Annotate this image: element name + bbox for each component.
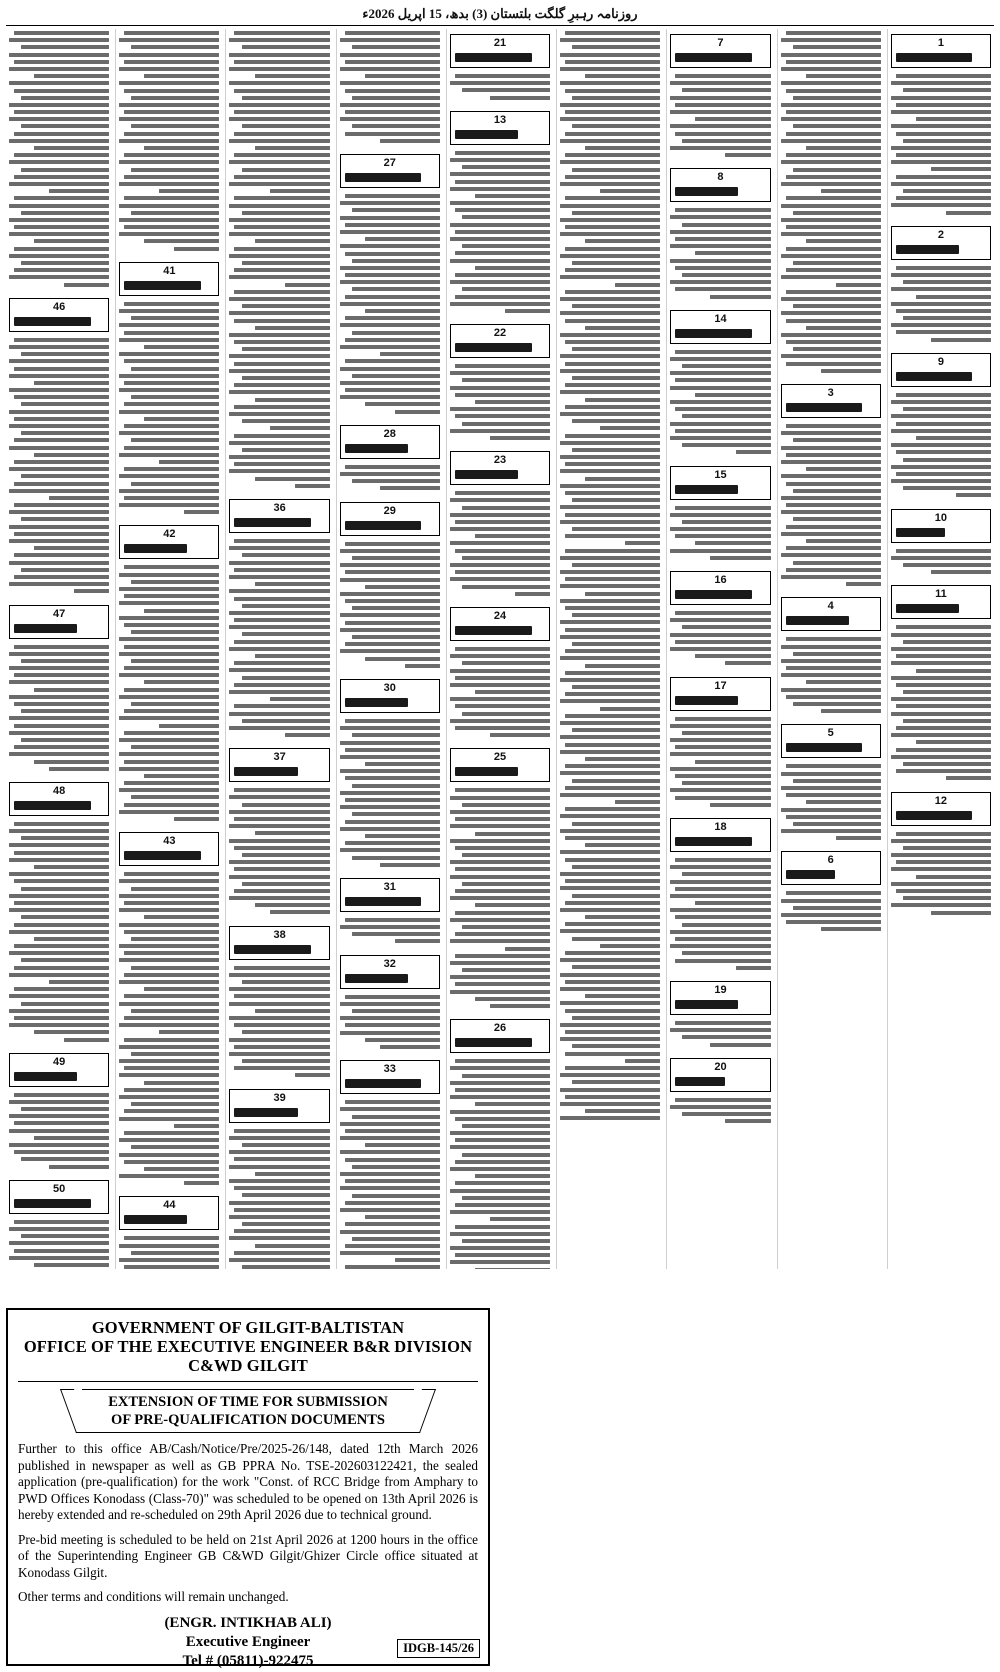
article-body	[119, 563, 219, 827]
article-body	[891, 623, 991, 786]
article-headline	[786, 616, 849, 625]
article-body	[891, 547, 991, 581]
article-headline	[345, 444, 408, 453]
article-headline	[455, 470, 518, 479]
article-headline	[675, 1000, 738, 1009]
article-headline	[124, 544, 187, 553]
advert-paragraph-3: Other terms and conditions will remain unchanged.	[18, 1589, 289, 1604]
advert-banner	[82, 1389, 414, 1433]
article-number: 50	[53, 1182, 66, 1195]
article-head-32[interactable]	[340, 955, 440, 989]
article-number: 30	[383, 681, 396, 694]
article-head-28[interactable]	[340, 425, 440, 459]
column-3	[666, 29, 773, 1269]
article-head-9[interactable]	[891, 353, 991, 387]
column-5	[446, 29, 553, 1269]
article-body	[891, 264, 991, 348]
article-number: 10	[934, 511, 948, 524]
article-body	[119, 29, 219, 257]
article-number: 23	[493, 454, 507, 467]
article-head-25[interactable]	[450, 748, 550, 782]
article-head-47[interactable]	[9, 605, 109, 639]
article-head-41[interactable]	[119, 262, 219, 296]
article-number: 41	[163, 264, 176, 277]
article-body	[340, 1098, 440, 1269]
article-headline	[675, 187, 738, 196]
article-number: 31	[383, 880, 396, 893]
article-head-4[interactable]	[781, 597, 881, 631]
article-headline	[896, 604, 959, 613]
article-number: 7	[717, 37, 724, 49]
article-number: 28	[383, 427, 396, 440]
advert-signer-title: Executive Engineer	[185, 1633, 311, 1650]
article-head-2[interactable]	[891, 226, 991, 260]
article-number: 4	[827, 600, 834, 613]
masthead-divider	[6, 25, 994, 26]
article-headline	[455, 1038, 532, 1047]
article-body	[781, 29, 881, 379]
article-number: 32	[383, 957, 396, 970]
article-headline	[14, 801, 91, 810]
article-body	[340, 993, 440, 1056]
article-headline	[896, 245, 959, 254]
article-body	[891, 391, 991, 504]
article-number: 19	[714, 983, 727, 996]
article-head-16[interactable]	[670, 571, 770, 605]
masthead-title: روزنامہ رہبرِ گلگت بلتستان (3) بدھ، 15 اپریل 2026ء	[362, 6, 638, 21]
article-headline	[455, 130, 518, 139]
article-number: 22	[493, 327, 507, 340]
columns-container	[6, 29, 994, 1269]
article-head-23[interactable]	[450, 451, 550, 485]
article-body	[340, 717, 440, 873]
article-number: 27	[383, 157, 396, 169]
advert-banner-line-2: OF PRE-QUALIFICATION DOCUMENTS	[111, 1412, 385, 1428]
article-head-7[interactable]	[670, 34, 770, 68]
article-number: 26	[493, 1022, 507, 1035]
article-body	[670, 348, 770, 461]
article-head-20[interactable]	[670, 1058, 770, 1092]
article-headline	[234, 1108, 297, 1117]
article-headline	[675, 696, 738, 705]
article-body	[229, 1127, 329, 1269]
article-body	[119, 870, 219, 1191]
article-number: 16	[714, 574, 727, 586]
article-headline	[786, 403, 863, 412]
article-number: 33	[383, 1063, 396, 1076]
article-body	[670, 609, 770, 672]
article-number: 48	[53, 784, 66, 797]
article-body	[340, 29, 440, 149]
column-9	[6, 29, 112, 1269]
article-headline	[345, 698, 408, 707]
advert-paragraph-1: Further to this office AB/Cash/Notice/Pre/2025-26/148, dated 12th March 2026 published in newspaper as well as GB PPRA No. TSE-202603122421, the sealed application (pre-qualification) for the work "Const. of RCC Bridge from Amphary to PWD Offices Konodass (Class-70)" was scheduled to be opened on 13th April 2026 is hereby extended and re-scheduled on 29th April 2026 due to technical ground.	[18, 1441, 478, 1522]
article-headline	[675, 590, 752, 599]
article-head-6[interactable]	[781, 851, 881, 885]
article-body	[9, 1091, 109, 1175]
article-number: 14	[714, 312, 727, 325]
advert-gov-line-3: C&WD GILGIT	[188, 1356, 308, 1375]
article-number: 18	[714, 820, 727, 833]
article-head-11[interactable]	[891, 585, 991, 619]
article-head-38[interactable]	[229, 926, 329, 960]
article-body	[9, 820, 109, 1048]
article-number: 6	[827, 854, 834, 867]
article-head-19[interactable]	[670, 981, 770, 1015]
article-number: 21	[493, 37, 507, 49]
article-body	[450, 1057, 550, 1269]
article-head-3[interactable]	[781, 384, 881, 418]
article-head-36[interactable]	[229, 499, 329, 533]
article-body	[670, 72, 770, 163]
article-number: 44	[163, 1199, 176, 1212]
article-body	[781, 635, 881, 719]
article-headline	[675, 485, 738, 494]
article-head-22[interactable]	[450, 324, 550, 358]
article-head-42[interactable]	[119, 525, 219, 559]
article-head-26[interactable]	[450, 1019, 550, 1053]
article-body	[781, 889, 881, 937]
article-body	[119, 300, 219, 521]
article-head-5[interactable]	[781, 724, 881, 758]
advert-banner-line-1: EXTENSION OF TIME FOR SUBMISSION	[108, 1394, 388, 1410]
article-headline	[124, 1215, 187, 1224]
article-body	[891, 72, 991, 221]
article-body	[450, 645, 550, 743]
article-number: 3	[827, 387, 834, 399]
article-head-12[interactable]	[891, 792, 991, 826]
article-head-39[interactable]	[229, 1089, 329, 1123]
article-body	[670, 715, 770, 813]
article-head-8[interactable]	[670, 168, 770, 202]
column-2	[777, 29, 884, 1269]
article-headline	[896, 53, 973, 62]
article-number: 20	[714, 1060, 727, 1073]
article-headline	[345, 974, 408, 983]
article-number: 42	[163, 528, 176, 541]
article-body	[340, 540, 440, 674]
article-headline	[345, 173, 422, 182]
article-body	[229, 786, 329, 920]
advert-gov-line-1: GOVERNMENT OF GILGIT-BALTISTAN	[91, 1318, 405, 1337]
article-head-48[interactable]	[9, 782, 109, 816]
article-number: 36	[273, 502, 286, 514]
article-head-30[interactable]	[340, 679, 440, 713]
article-head-46[interactable]	[9, 298, 109, 332]
article-body	[891, 830, 991, 921]
article-number: 1	[937, 37, 944, 49]
advert-reference-number: IDGB-145/26	[397, 1639, 480, 1658]
article-headline	[345, 897, 422, 906]
article-body	[670, 206, 770, 304]
advert-banner-wrap	[18, 1389, 478, 1433]
article-body	[781, 762, 881, 846]
article-head-31[interactable]	[340, 878, 440, 912]
column-6	[336, 29, 443, 1269]
article-headline	[455, 343, 532, 352]
article-number: 12	[934, 794, 948, 807]
article-headline	[234, 518, 311, 527]
article-body	[9, 1218, 109, 1269]
article-number: 38	[273, 928, 286, 941]
article-headline	[234, 767, 297, 776]
article-headline	[675, 837, 752, 846]
article-headline	[14, 1072, 77, 1081]
article-number: 11	[935, 588, 947, 601]
article-head-15[interactable]	[670, 466, 770, 500]
advert-signer-name: (ENGR. INTIKHAB ALI)	[164, 1614, 332, 1631]
article-body	[450, 786, 550, 1014]
article-number: 46	[53, 300, 66, 313]
article-head-29[interactable]	[340, 502, 440, 536]
article-headline	[896, 372, 973, 381]
article-number: 8	[717, 171, 724, 184]
article-head-18[interactable]	[670, 818, 770, 852]
article-body	[670, 1019, 770, 1053]
article-headline	[786, 743, 863, 752]
advert-paragraph-2: Pre-bid meeting is scheduled to be held on 21st April 2026 at 1200 hours in the office of the Superintending Engineer GB C&WD Gilgit/Ghizer Circle office situated at Konodass Gilgit.	[18, 1531, 478, 1580]
article-number: 49	[53, 1055, 66, 1068]
article-headline	[14, 317, 91, 326]
article-body	[781, 422, 881, 592]
advert-signer-tel: Tel # (05811)-922475	[182, 1652, 314, 1669]
article-head-49[interactable]	[9, 1053, 109, 1087]
article-body	[670, 856, 770, 976]
article-body	[340, 916, 440, 950]
article-number: 29	[383, 504, 396, 517]
article-headline	[455, 767, 518, 776]
article-number: 2	[937, 228, 944, 241]
article-number: 24	[493, 609, 507, 622]
article-number: 5	[827, 727, 834, 740]
article-number: 13	[493, 113, 507, 126]
article-head-10[interactable]	[891, 509, 991, 543]
column-7	[225, 29, 332, 1269]
article-headline	[675, 1077, 725, 1086]
article-body	[670, 1096, 770, 1130]
article-headline	[675, 53, 752, 62]
article-headline	[14, 1199, 91, 1208]
article-headline	[14, 624, 77, 633]
article-head-37[interactable]	[229, 748, 329, 782]
article-body	[450, 149, 550, 319]
article-body	[560, 29, 660, 1127]
article-headline	[896, 528, 946, 537]
article-body	[229, 964, 329, 1084]
article-body	[119, 1234, 219, 1269]
article-headline	[124, 851, 201, 860]
article-body	[670, 504, 770, 567]
article-number: 15	[714, 468, 727, 481]
article-headline	[455, 626, 532, 635]
article-number: 17	[714, 679, 727, 692]
article-body	[450, 489, 550, 602]
article-head-1[interactable]	[891, 34, 991, 68]
article-body	[340, 192, 440, 420]
column-8	[115, 29, 222, 1269]
article-headline	[124, 281, 201, 290]
article-number: 47	[53, 607, 66, 620]
article-body	[229, 29, 329, 494]
article-headline	[345, 1079, 422, 1088]
article-number: 9	[937, 355, 944, 368]
advert-gov-line-2: OFFICE OF THE EXECUTIVE ENGINEER B&R DIVISION	[23, 1337, 473, 1356]
article-body	[9, 336, 109, 600]
government-advertisement	[6, 1308, 490, 1669]
article-head-17[interactable]	[670, 677, 770, 711]
article-headline	[675, 329, 752, 338]
article-head-21[interactable]	[450, 34, 550, 68]
article-head-44[interactable]	[119, 1196, 219, 1230]
article-head-33[interactable]	[340, 1060, 440, 1094]
article-number: 43	[163, 835, 176, 848]
article-head-24[interactable]	[450, 607, 550, 641]
column-1	[887, 29, 994, 1269]
article-body	[9, 29, 109, 293]
advert-divider	[18, 1381, 478, 1382]
article-body	[450, 362, 550, 446]
article-head-27[interactable]	[340, 154, 440, 188]
article-headline	[786, 870, 836, 879]
advert-body	[18, 1441, 478, 1606]
article-headline	[234, 945, 311, 954]
article-head-13[interactable]	[450, 111, 550, 145]
article-headline	[345, 521, 422, 530]
article-body	[229, 537, 329, 743]
article-body	[450, 72, 550, 106]
article-head-50[interactable]	[9, 1180, 109, 1214]
article-number: 25	[493, 751, 507, 764]
article-head-14[interactable]	[670, 310, 770, 344]
article-head-43[interactable]	[119, 832, 219, 866]
article-body	[9, 643, 109, 777]
column-4	[556, 29, 663, 1269]
article-number: 37	[273, 751, 286, 764]
article-headline	[455, 53, 532, 62]
article-body	[340, 463, 440, 497]
article-headline	[896, 811, 973, 820]
article-number: 39	[273, 1091, 286, 1104]
